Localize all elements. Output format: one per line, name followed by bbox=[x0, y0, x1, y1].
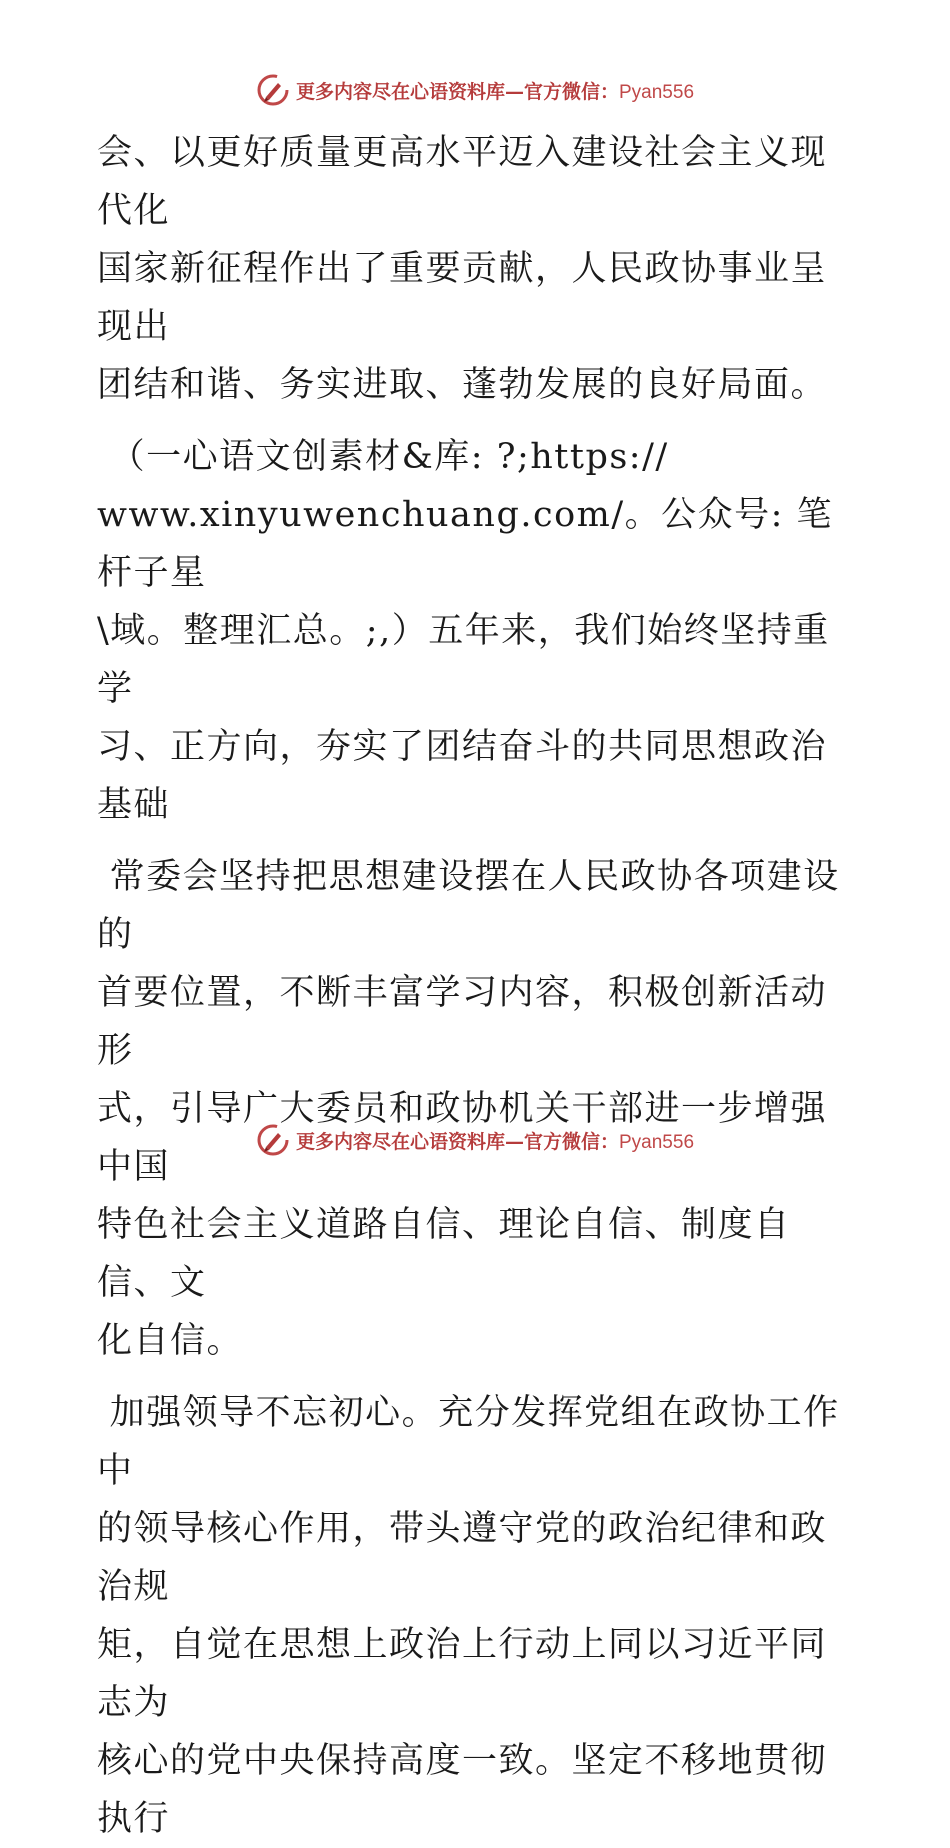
text-line: 首要位置，不断丰富学习内容，积极创新活动形 bbox=[97, 973, 828, 1071]
footer-wechat-id: Pyan556 bbox=[619, 1131, 695, 1153]
header-banner-text bbox=[296, 77, 694, 104]
text-line: 核心的党中央保持高度一致。坚定不移地贯彻执行 bbox=[97, 1741, 828, 1839]
footer-banner bbox=[0, 1120, 950, 1160]
text-line: \域。整理汇总。;,）五年来，我们始终坚持重学 bbox=[97, 611, 830, 709]
text-line: 加强领导不忘初心。充分发挥党组在政协工作中 bbox=[97, 1393, 840, 1491]
pen-logo-icon bbox=[256, 73, 290, 107]
text-line: （一心语文创素材&库: ?;https:// bbox=[97, 437, 669, 477]
header-banner-label: 更多内容尽在心语资料库—官方微信： bbox=[295, 80, 619, 103]
footer-banner-text bbox=[296, 1127, 694, 1154]
text-line: 化自信。 bbox=[97, 1321, 244, 1361]
paragraph-4 bbox=[97, 1384, 857, 1848]
footer-banner-label: 更多内容尽在心语资料库—官方微信： bbox=[295, 1130, 619, 1153]
text-line: 国家新征程作出了重要贡献，人民政协事业呈现出 bbox=[97, 249, 828, 347]
text-line: 特色社会主义道路自信、理论自信、制度自信、文 bbox=[97, 1205, 791, 1303]
header-banner bbox=[0, 70, 950, 110]
paragraph-3 bbox=[97, 848, 857, 1370]
text-line: www.xinyuwenchuang.com/。公众号: 笔杆子星 bbox=[97, 495, 834, 593]
text-line: 会、以更好质量更高水平迈入建设社会主义现代化 bbox=[97, 133, 828, 231]
text-line: 常委会坚持把思想建设摆在人民政协各项建设的 bbox=[97, 857, 840, 955]
text-line: 式，引导广大委员和政协机关干部进一步增强中国 bbox=[97, 1089, 828, 1187]
text-line: 矩，自觉在思想上政治上行动上同以习近平同志为 bbox=[97, 1625, 828, 1723]
paragraph-1 bbox=[97, 124, 857, 414]
header-wechat-id: Pyan556 bbox=[619, 81, 695, 103]
paragraph-2 bbox=[97, 428, 857, 834]
text-line: 习、正方向，夯实了团结奋斗的共同思想政治基础 bbox=[97, 727, 828, 825]
document-body bbox=[97, 124, 857, 1848]
text-line: 的领导核心作用，带头遵守党的政治纪律和政治规 bbox=[97, 1509, 828, 1607]
pen-logo-icon bbox=[256, 1123, 290, 1157]
text-line: 团结和谐、务实进取、蓬勃发展的良好局面。 bbox=[97, 365, 828, 405]
